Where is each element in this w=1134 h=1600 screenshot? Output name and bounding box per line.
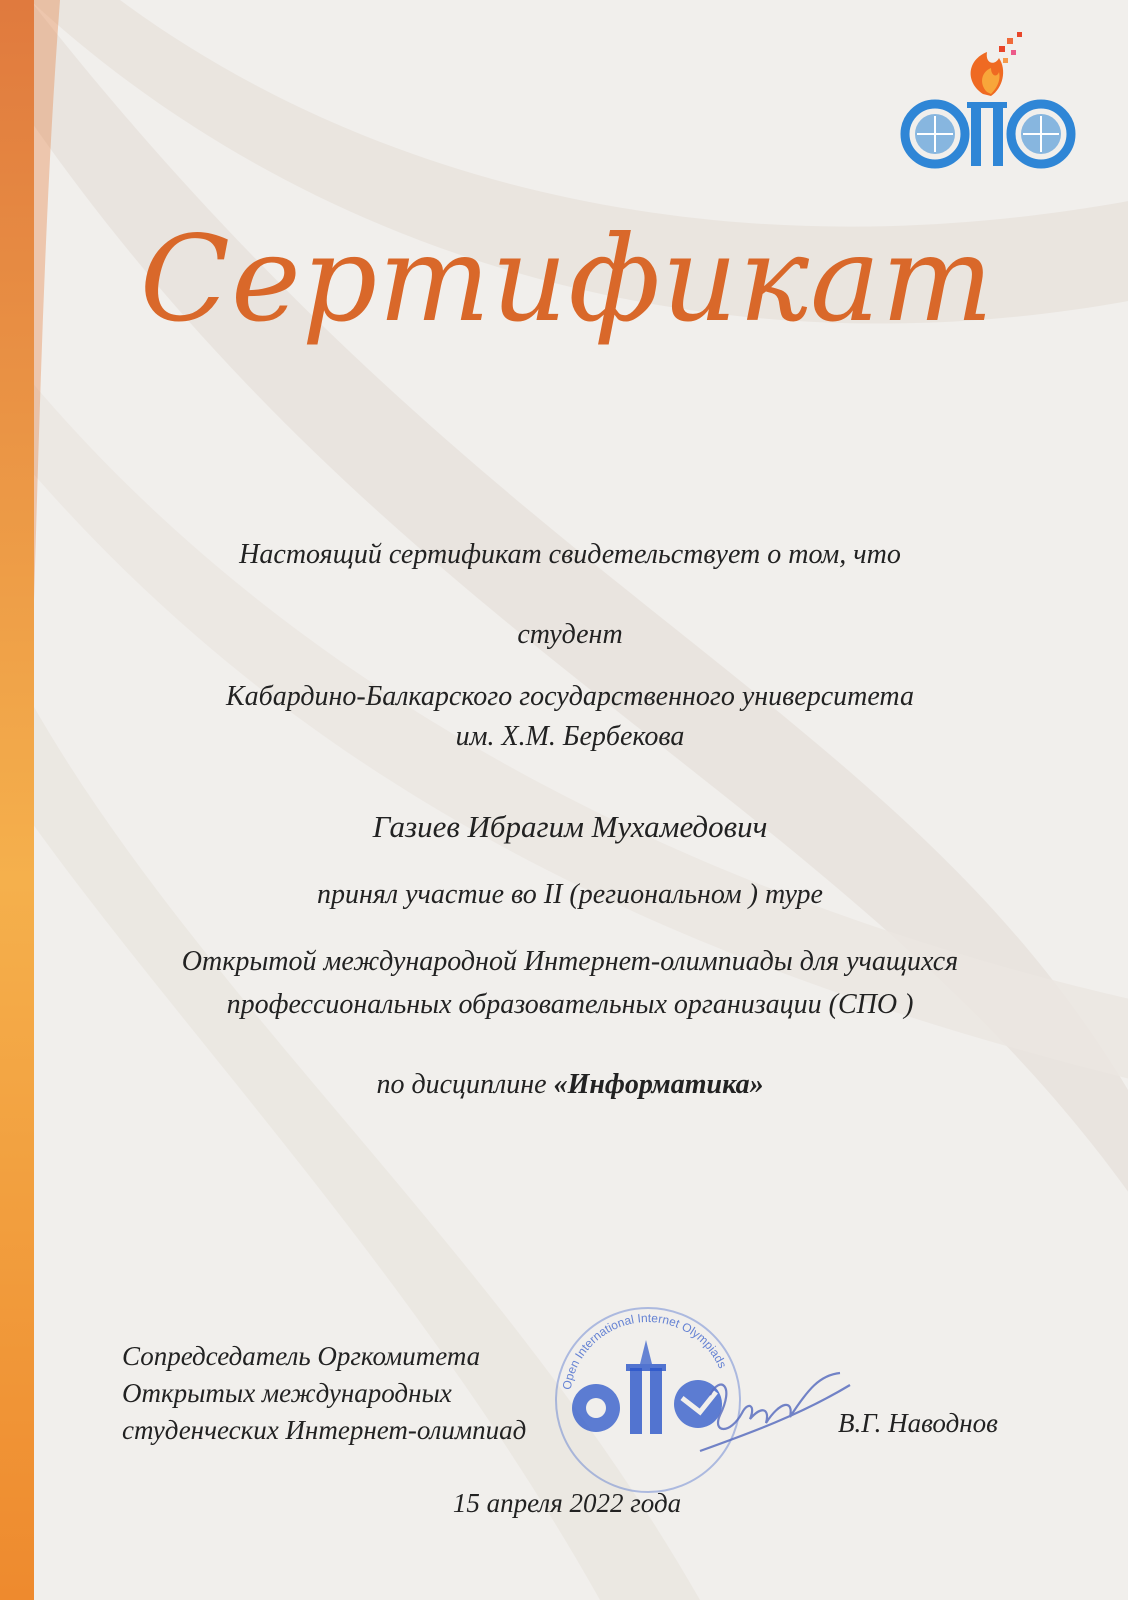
university-line-2: им. Х.М. Бербекова bbox=[455, 721, 685, 752]
olympiad-line-2: профессиональных образовательных организации (СПО ) bbox=[226, 989, 914, 1020]
stamp-ring-text: Open International Internet Olympiads bbox=[559, 1310, 730, 1391]
handwritten-signature bbox=[690, 1355, 860, 1465]
discipline-prefix: по дисциплине bbox=[376, 1069, 554, 1100]
student-name: Газиев Ибрагим Мухамедович bbox=[372, 809, 768, 844]
signatory-title-line-3: студенческих Интернет-олимпиад bbox=[122, 1415, 527, 1445]
participation-text: принял участие во II (региональном ) туре bbox=[317, 879, 823, 910]
signature-block bbox=[122, 1338, 526, 1449]
intro-text: Настоящий сертификат свидетельствует о том, что bbox=[239, 539, 901, 570]
logo-text: ОIIО bbox=[895, 22, 898, 23]
olympiad-line-1: Открытой международной Интернет-олимпиады для учащихся bbox=[181, 946, 959, 977]
signatory-title-line-2: Открытых международных bbox=[122, 1378, 452, 1408]
signer-name: В.Г. Наводнов bbox=[838, 1408, 998, 1438]
signatory-title-line-1: Сопредседатель Оргкомитета bbox=[122, 1341, 481, 1371]
role-text: студент bbox=[517, 619, 623, 650]
university-line-1: Кабардино-Балкарского государственного университета bbox=[226, 681, 914, 712]
issue-date: 15 апреля 2022 года bbox=[452, 1488, 682, 1518]
discipline-name: «Информатика» bbox=[553, 1069, 764, 1100]
discipline-line bbox=[80, 1068, 1060, 1102]
olympiad-logo bbox=[895, 22, 1085, 182]
certificate-title: Сертификат bbox=[139, 210, 995, 348]
